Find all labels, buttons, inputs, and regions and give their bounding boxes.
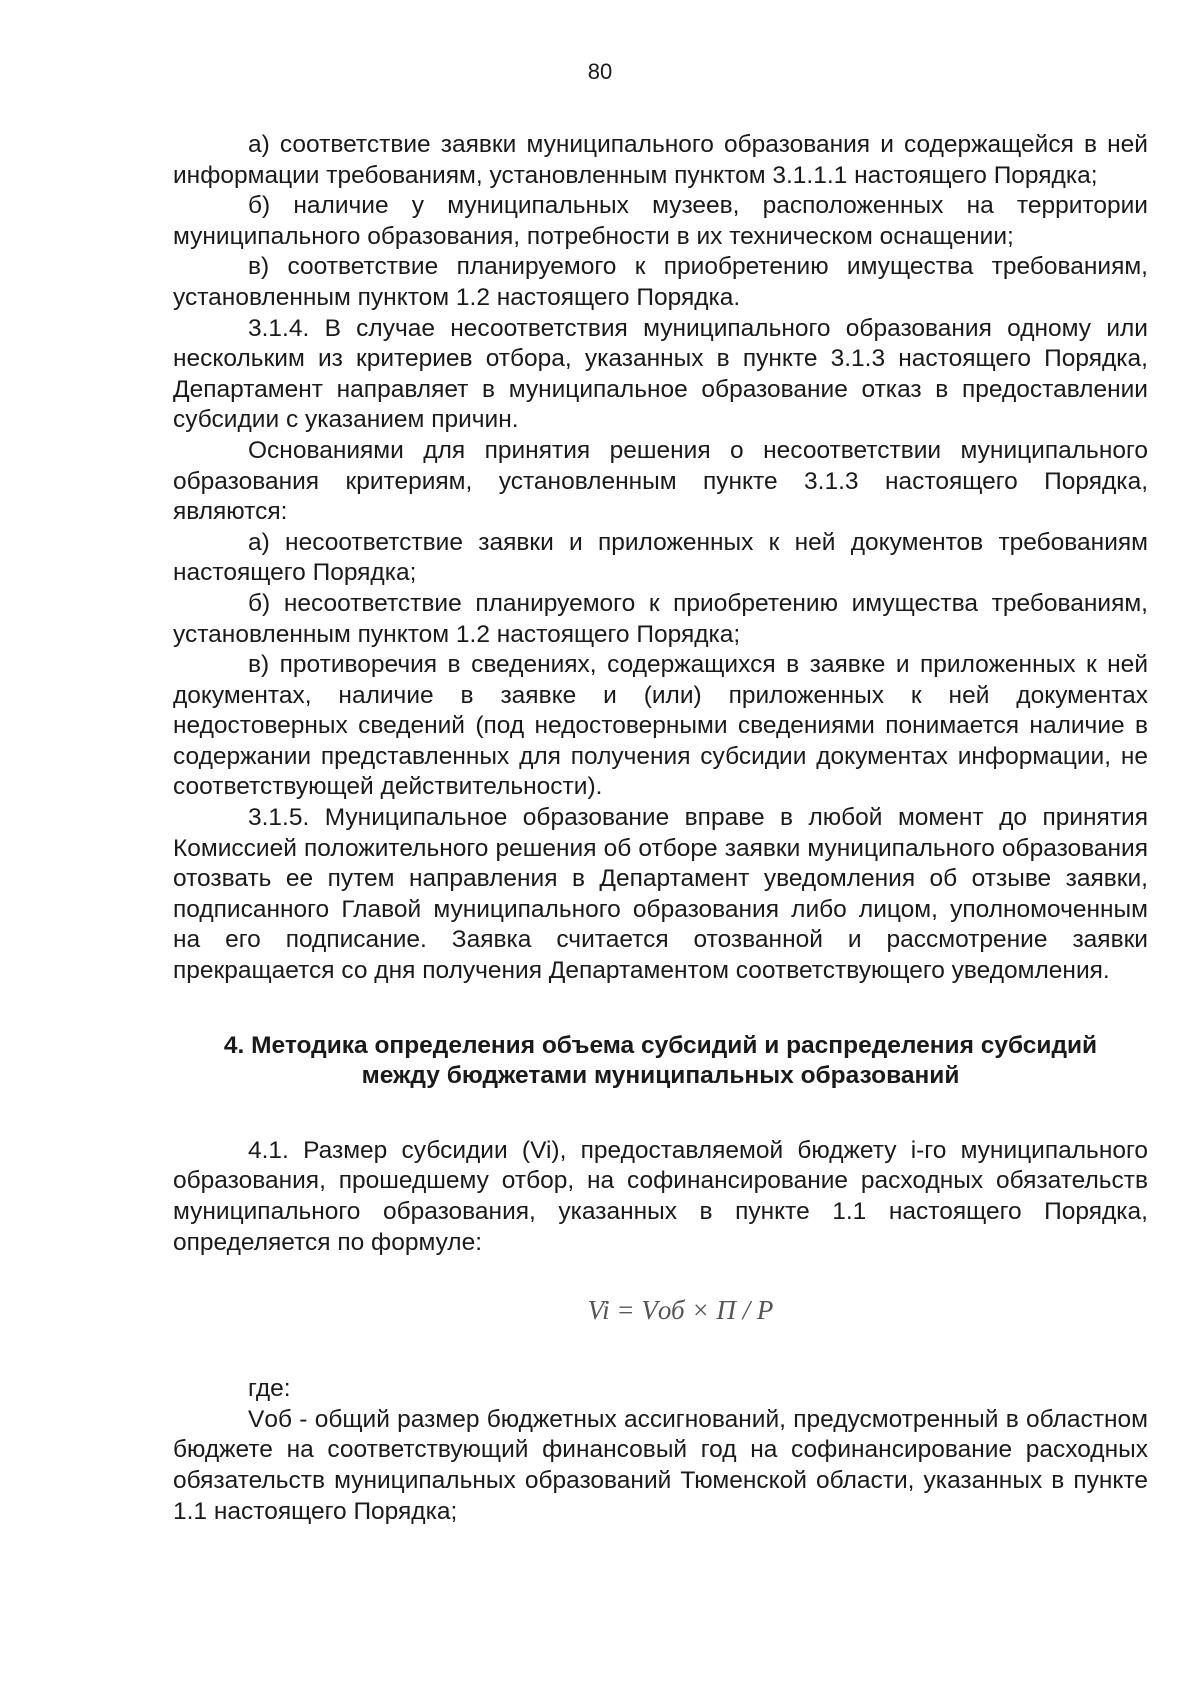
paragraph-3-1-4: 3.1.4. В случае несоответствия муниципального образования одному или нескольким из критериев отбора, указанных в пункте 3.1.3 настоящего Порядка, Департамент направляет в муниципальное образование отказ в предоставлении субсидии с указанием причин. — [173, 314, 1148, 434]
paragraph-b-criteria: б) наличие у муниципальных музеев, расположенных на территории муниципального образования, потребности в их техническом оснащении; — [173, 192, 1148, 250]
document-body — [173, 130, 1148, 1527]
paragraph-a-criteria: а) соответствие заявки муниципального образования и содержащейся в ней информации требованиям, установленным пунктом 3.1.1.1 настоящего Порядка; — [173, 131, 1148, 189]
paragraph-a-grounds: а) несоответствие заявки и приложенных к ней документов требованиям настоящего Порядка; — [173, 528, 1148, 587]
paragraph-vob-definition: Vоб - общий размер бюджетных ассигнований, предусмотренный в областном бюджете на соответствующий финансовый год на софинансирование расходных обязательств муниципальных образований Тюменской области, указанных в пункте 1.1 настоящего Порядка; — [173, 1405, 1148, 1525]
section-heading-line-2: между бюджетами муниципальных образований — [361, 1062, 960, 1090]
paragraph-v-grounds: в) противоречия в сведениях, содержащихся в заявке и приложенных к ней документах, наличие в заявке и (или) приложенных к ней документах недостоверных сведений (под недостоверными сведениями понимается наличие в содержании представленных для получения субсидии документах информации, не соответствующей действительности). — [173, 651, 1148, 801]
paragraph-3-1-5: 3.1.5. Муниципальное образование вправе в любой момент до принятия Комиссией положительного решения об отборе заявки муниципального образования отозвать ее путем направления в Департамент уведомления об отзыве заявки, подписанного Главой муниципального образования либо лицом, уполномоченным на его подписание. Заявка считается отозванной и рассмотрение заявки прекращается со дня получения Департаментом соответствующего уведомления. — [173, 804, 1148, 985]
page-number: 80 — [587, 59, 613, 84]
paragraph-b-grounds: б) несоответствие планируемого к приобретению имущества требованиям, установленным пунктом 1.2 настоящего Порядка; — [173, 589, 1148, 648]
where-label: где: — [248, 1375, 291, 1403]
paragraph-4-1: 4.1. Размер субсидии (Vi), предоставляемой бюджету i-го муниципального образования, прошедшему отбор, на софинансирование расходных обязательств муниципального образования, указанных в пункте 1.1 настоящего Порядка, определяется по формуле: — [173, 1136, 1148, 1256]
section-heading-line-1: 4. Методика определения объема субсидий и распределения субсидий — [223, 1031, 1098, 1059]
paragraph-v-criteria: в) соответствие планируемого к приобретению имущества требованиям, установленным пунктом 1.2 настоящего Порядка. — [173, 253, 1148, 311]
subsidy-formula: Vi = Vоб × П / P — [587, 1295, 774, 1326]
section-heading — [173, 1031, 1148, 1092]
paragraph-grounds: Основаниями для принятия решения о несоответствии муниципального образования критериям, установленным пункте 3.1.3 настоящего Порядка, являются: — [173, 436, 1148, 526]
